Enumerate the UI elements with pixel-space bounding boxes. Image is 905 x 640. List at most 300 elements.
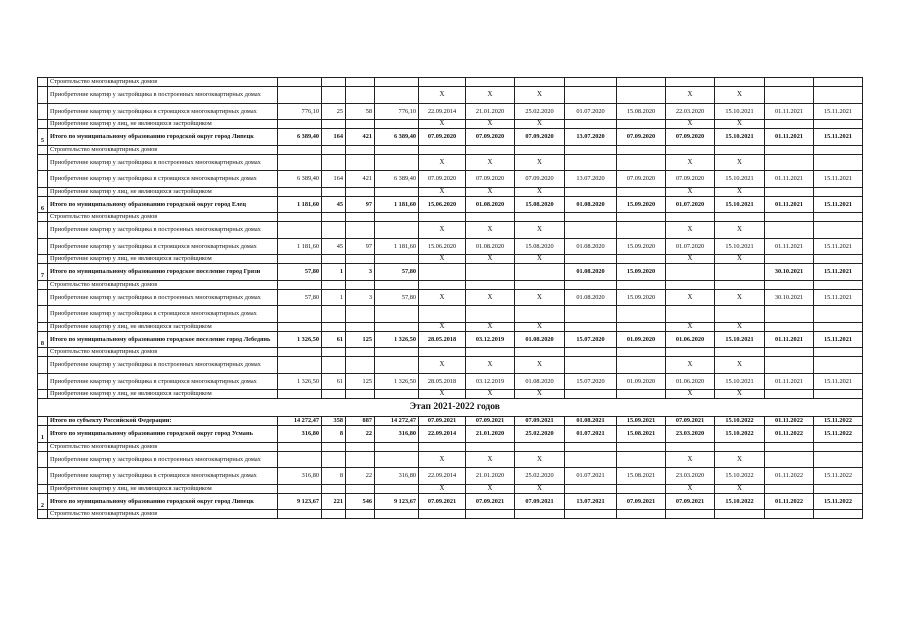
row-name: Приобретение квартир у застройщика в построенных многоквартирных домах	[48, 289, 278, 306]
row-name: Приобретение квартир у лиц, не являющихся застройщиком	[48, 484, 278, 493]
table-cell	[346, 78, 375, 87]
table-cell	[765, 348, 814, 357]
table-cell: 15.11.2021	[814, 264, 863, 281]
table-cell: 221	[322, 493, 346, 510]
table-cell: 13.07.2020	[565, 129, 617, 146]
table-cell	[322, 222, 346, 239]
table-cell: 1	[322, 289, 346, 306]
table-cell: 01.08.2020	[565, 196, 617, 213]
table-cell: 1 326,50	[375, 331, 419, 348]
table-cell	[565, 154, 617, 171]
table-cell: 15.08.2020	[617, 103, 666, 120]
table-cell: 358	[322, 417, 346, 426]
table-cell: 01.08.2020	[515, 373, 565, 390]
table-cell	[617, 154, 666, 171]
table-cell	[466, 442, 515, 451]
table-cell: X	[466, 87, 515, 104]
table-cell: 15.07.2020	[565, 331, 617, 348]
table-body-stage-2020	[38, 78, 863, 399]
table-cell: 6 389,40	[278, 171, 322, 188]
table-cell	[375, 390, 419, 399]
table-cell: 14 272,47	[278, 417, 322, 426]
table-cell: 1 181,60	[375, 196, 419, 213]
table-cell	[814, 87, 863, 104]
table-cell: X	[666, 289, 715, 306]
table-cell	[617, 255, 666, 264]
table-cell	[466, 348, 515, 357]
table-cell: X	[515, 255, 565, 264]
table-cell: 316,80	[278, 426, 322, 443]
table-cell	[322, 87, 346, 104]
table-cell	[375, 322, 419, 331]
table-cell	[466, 280, 515, 289]
table-cell: X	[515, 154, 565, 171]
table-cell	[375, 87, 419, 104]
row-name: Итого по муниципальному образованию городской округ город Липецк	[48, 129, 278, 146]
row-number	[38, 348, 48, 357]
row-name: Строительство многоквартирных домов	[48, 78, 278, 87]
row-name: Строительство многоквартирных домов	[48, 442, 278, 451]
table-cell: 30.10.2021	[765, 264, 814, 281]
table-cell: 15.10.2022	[715, 417, 765, 426]
table-cell: 15.10.2021	[715, 238, 765, 255]
table-cell	[346, 154, 375, 171]
table-cell: X	[715, 322, 765, 331]
table-cell: 61	[322, 373, 346, 390]
table-cell	[715, 213, 765, 222]
table-cell	[322, 390, 346, 399]
table-cell	[765, 213, 814, 222]
table-cell	[375, 348, 419, 357]
table-cell	[666, 78, 715, 87]
table-cell: 01.11.2022	[765, 417, 814, 426]
table-cell	[515, 442, 565, 451]
table-cell: 15.11.2021	[814, 331, 863, 348]
table-cell: X	[666, 120, 715, 129]
row-number	[38, 255, 48, 264]
row-number	[38, 145, 48, 154]
row-name: Приобретение квартир у застройщика в строящихся многоквартирных домах	[48, 171, 278, 188]
row-number	[38, 154, 48, 171]
table-cell: 01.11.2022	[765, 468, 814, 485]
table-cell	[375, 357, 419, 374]
table-cell: 15.11.2022	[814, 468, 863, 485]
table-cell: 01.08.2020	[515, 331, 565, 348]
row-number	[38, 87, 48, 104]
table-cell	[765, 306, 814, 323]
table-cell	[278, 78, 322, 87]
table-cell	[419, 264, 466, 281]
table-cell	[666, 145, 715, 154]
table-cell: 01.11.2021	[765, 238, 814, 255]
table-cell	[375, 187, 419, 196]
table-cell	[565, 510, 617, 519]
table-cell: X	[715, 390, 765, 399]
table-row	[38, 213, 863, 222]
table-cell	[565, 484, 617, 493]
table-cell	[617, 442, 666, 451]
table-cell: 15.11.2021	[814, 129, 863, 146]
table-row	[38, 103, 863, 120]
table-cell	[419, 348, 466, 357]
table-cell	[565, 442, 617, 451]
table-cell	[814, 306, 863, 323]
table-cell	[375, 280, 419, 289]
table-cell: 316,80	[375, 426, 419, 443]
table-row	[38, 238, 863, 255]
table-cell	[278, 280, 322, 289]
table-cell: 45	[322, 196, 346, 213]
table-cell: 07.09.2021	[515, 417, 565, 426]
table-cell: 01.11.2021	[765, 129, 814, 146]
table-cell	[565, 357, 617, 374]
row-number	[38, 171, 48, 188]
table-cell	[419, 213, 466, 222]
table-cell	[765, 390, 814, 399]
table-cell	[814, 213, 863, 222]
table-cell	[565, 145, 617, 154]
table-cell: X	[419, 187, 466, 196]
table-cell: 01.11.2022	[765, 493, 814, 510]
table-row	[38, 451, 863, 468]
table-cell	[814, 484, 863, 493]
table-row	[38, 171, 863, 188]
table-cell	[346, 280, 375, 289]
total-row	[38, 196, 863, 213]
total-row	[38, 493, 863, 510]
table-cell: 07.09.2021	[466, 493, 515, 510]
table-cell	[715, 306, 765, 323]
table-cell: X	[715, 255, 765, 264]
table-cell	[715, 348, 765, 357]
row-name: Итого по муниципальному образованию городской округ город Усмань	[48, 426, 278, 443]
table-cell	[617, 222, 666, 239]
table-cell: X	[666, 154, 715, 171]
table-cell: 15.11.2022	[814, 426, 863, 443]
table-cell: 15.09.2020	[617, 196, 666, 213]
table-cell: X	[419, 451, 466, 468]
table-cell	[375, 306, 419, 323]
table-cell	[322, 154, 346, 171]
table-cell	[765, 87, 814, 104]
row-name: Итого по муниципальному образованию городской округ город Липецк	[48, 493, 278, 510]
table-cell: X	[666, 222, 715, 239]
table-cell: 01.09.2020	[617, 373, 666, 390]
table-cell: X	[515, 322, 565, 331]
row-name: Приобретение квартир у застройщика в построенных многоквартирных домах	[48, 357, 278, 374]
table-cell: X	[419, 87, 466, 104]
table-cell: 1 326,50	[278, 373, 322, 390]
table-cell	[765, 78, 814, 87]
table-cell: 07.09.2020	[419, 171, 466, 188]
table-cell: 01.09.2020	[617, 331, 666, 348]
table-cell: 57,80	[278, 264, 322, 281]
table-cell: 07.09.2021	[666, 493, 715, 510]
table-cell: 15.11.2021	[814, 373, 863, 390]
row-number	[38, 238, 48, 255]
table-cell: X	[666, 187, 715, 196]
table-cell	[715, 145, 765, 154]
table-cell	[617, 451, 666, 468]
row-name: Приобретение квартир у лиц, не являющихся застройщиком	[48, 390, 278, 399]
table-cell: 01.06.2020	[666, 373, 715, 390]
table-cell: 887	[346, 417, 375, 426]
table-cell	[765, 120, 814, 129]
table-cell	[666, 213, 715, 222]
table-cell: X	[666, 390, 715, 399]
table-cell: X	[666, 484, 715, 493]
table-cell	[515, 280, 565, 289]
table-cell: 15.10.2021	[715, 196, 765, 213]
table-cell	[322, 120, 346, 129]
table-cell	[765, 510, 814, 519]
table-cell	[617, 280, 666, 289]
table-cell: 07.09.2020	[466, 129, 515, 146]
table-row	[38, 373, 863, 390]
table-cell: 15.10.2021	[715, 103, 765, 120]
table-row	[38, 145, 863, 154]
row-number: 6	[38, 196, 48, 213]
table-cell: 3	[346, 264, 375, 281]
row-number	[38, 280, 48, 289]
table-cell: 15.11.2021	[814, 103, 863, 120]
table-cell	[375, 222, 419, 239]
table-cell: X	[466, 222, 515, 239]
table-cell	[515, 510, 565, 519]
table-cell: 57,80	[375, 289, 419, 306]
table-cell: 15.11.2021	[814, 289, 863, 306]
table-cell	[617, 484, 666, 493]
table-cell: X	[419, 322, 466, 331]
total-row	[38, 417, 863, 426]
table-cell: 6 389,40	[375, 129, 419, 146]
table-cell: X	[515, 451, 565, 468]
table-cell	[466, 213, 515, 222]
table-row	[38, 322, 863, 331]
table-cell: X	[466, 357, 515, 374]
table-cell	[346, 357, 375, 374]
table-cell: 9 123,67	[278, 493, 322, 510]
table-cell: 22	[346, 426, 375, 443]
table-cell	[278, 322, 322, 331]
table-cell: X	[419, 255, 466, 264]
table-cell: 23.03.2020	[666, 468, 715, 485]
table-cell	[715, 280, 765, 289]
table-cell: 21.01.2020	[466, 426, 515, 443]
table-cell: 07.09.2021	[617, 493, 666, 510]
table-cell	[375, 442, 419, 451]
table-cell	[515, 348, 565, 357]
stage-row	[38, 399, 863, 417]
row-number	[38, 213, 48, 222]
table-cell: 07.09.2020	[617, 171, 666, 188]
table-cell	[466, 264, 515, 281]
table-row	[38, 390, 863, 399]
table-cell: 15.09.2021	[617, 417, 666, 426]
table-cell: 15.10.2022	[715, 493, 765, 510]
row-name: Приобретение квартир у застройщика в построенных многоквартирных домах	[48, 222, 278, 239]
table-cell: 1	[322, 264, 346, 281]
table-cell: 15.10.2021	[715, 373, 765, 390]
table-cell	[715, 264, 765, 281]
table-cell: X	[715, 120, 765, 129]
row-name: Приобретение квартир у застройщика в построенных многоквартирных домах	[48, 451, 278, 468]
table-row	[38, 255, 863, 264]
table-cell: 25.02.2020	[515, 103, 565, 120]
table-cell: 25	[322, 103, 346, 120]
table-cell: X	[515, 187, 565, 196]
table-cell	[322, 357, 346, 374]
table-cell: 01.11.2021	[765, 373, 814, 390]
table-cell: X	[466, 451, 515, 468]
table-cell	[565, 120, 617, 129]
table-cell: X	[515, 222, 565, 239]
table-row	[38, 78, 863, 87]
row-name: Приобретение квартир у застройщика в строящихся многоквартирных домах	[48, 468, 278, 485]
table-cell	[814, 222, 863, 239]
row-name: Приобретение квартир у лиц, не являющихся застройщиком	[48, 255, 278, 264]
table-cell	[466, 145, 515, 154]
table-cell	[346, 442, 375, 451]
table-cell: 57,80	[278, 289, 322, 306]
table-cell	[278, 145, 322, 154]
row-number	[38, 187, 48, 196]
table-cell	[515, 213, 565, 222]
table-cell	[565, 306, 617, 323]
table-cell: 164	[322, 129, 346, 146]
table-cell	[715, 442, 765, 451]
table-cell	[322, 213, 346, 222]
table-cell	[346, 322, 375, 331]
row-name: Приобретение квартир у застройщика в построенных многоквартирных домах	[48, 87, 278, 104]
table-cell	[322, 306, 346, 323]
table-row	[38, 357, 863, 374]
row-number	[38, 451, 48, 468]
table-cell: 15.09.2020	[617, 289, 666, 306]
table-cell: X	[666, 451, 715, 468]
row-name: Приобретение квартир у застройщика в строящихся многоквартирных домах	[48, 238, 278, 255]
table-cell: X	[715, 451, 765, 468]
table-cell	[346, 187, 375, 196]
row-number	[38, 120, 48, 129]
row-number	[38, 222, 48, 239]
stage-title: Этап 2021-2022 годов	[48, 399, 863, 417]
table-cell	[617, 322, 666, 331]
table-cell: X	[715, 87, 765, 104]
row-name: Итого по муниципальному образованию городской округ город Елец	[48, 196, 278, 213]
row-name: Приобретение квартир у лиц, не являющихся застройщиком	[48, 187, 278, 196]
row-number: 2	[38, 493, 48, 510]
table-cell	[515, 145, 565, 154]
table-row	[38, 87, 863, 104]
table-cell: 61	[322, 331, 346, 348]
table-cell: 22.09.2014	[419, 103, 466, 120]
table-cell: 15.08.2021	[617, 468, 666, 485]
row-name: Приобретение квартир у застройщика в строящихся многоквартирных домах	[48, 103, 278, 120]
table-row	[38, 289, 863, 306]
table-cell	[278, 357, 322, 374]
table-body-stage-2021	[38, 417, 863, 519]
row-number	[38, 417, 48, 426]
table-cell	[278, 442, 322, 451]
table-cell: 1 326,50	[375, 373, 419, 390]
table-cell	[419, 78, 466, 87]
table-cell: 01.07.2020	[666, 238, 715, 255]
table-cell: X	[666, 255, 715, 264]
table-cell	[278, 213, 322, 222]
table-cell: 14 272,47	[375, 417, 419, 426]
table-cell: 1 326,50	[278, 331, 322, 348]
table-cell	[322, 78, 346, 87]
table-cell: 07.09.2020	[466, 171, 515, 188]
table-cell	[515, 306, 565, 323]
table-cell	[565, 280, 617, 289]
table-cell	[715, 78, 765, 87]
table-row	[38, 484, 863, 493]
table-cell: 15.08.2020	[515, 196, 565, 213]
table-cell: X	[666, 87, 715, 104]
table-cell	[666, 348, 715, 357]
table-cell	[375, 510, 419, 519]
table-cell	[375, 451, 419, 468]
table-cell	[346, 222, 375, 239]
document-sheet	[37, 77, 862, 519]
row-number	[38, 373, 48, 390]
table-cell	[322, 187, 346, 196]
schedule-table	[37, 77, 863, 519]
table-cell	[814, 145, 863, 154]
table-cell: 15.11.2021	[814, 238, 863, 255]
table-cell	[346, 145, 375, 154]
table-cell: 125	[346, 373, 375, 390]
table-cell: X	[419, 222, 466, 239]
table-cell: X	[466, 120, 515, 129]
table-cell	[617, 510, 666, 519]
table-cell: X	[466, 187, 515, 196]
table-cell: 01.11.2021	[765, 103, 814, 120]
table-cell	[814, 280, 863, 289]
table-cell: 07.09.2020	[666, 171, 715, 188]
row-name: Строительство многоквартирных домов	[48, 280, 278, 289]
table-row	[38, 154, 863, 171]
table-cell: 22.09.2014	[419, 468, 466, 485]
table-cell	[466, 78, 515, 87]
table-row	[38, 187, 863, 196]
table-row	[38, 280, 863, 289]
table-cell	[278, 484, 322, 493]
table-cell	[322, 484, 346, 493]
row-name: Строительство многоквартирных домов	[48, 213, 278, 222]
table-cell: X	[466, 289, 515, 306]
table-cell	[565, 322, 617, 331]
table-cell	[715, 510, 765, 519]
table-cell: 07.09.2020	[617, 129, 666, 146]
table-cell: 546	[346, 493, 375, 510]
table-cell: X	[715, 357, 765, 374]
table-cell: 25.02.2020	[515, 468, 565, 485]
table-cell	[814, 390, 863, 399]
table-cell: X	[515, 357, 565, 374]
table-cell: 07.09.2021	[419, 493, 466, 510]
table-cell: X	[715, 187, 765, 196]
table-cell	[814, 510, 863, 519]
row-number: 8	[38, 331, 48, 348]
table-cell	[617, 213, 666, 222]
table-row	[38, 348, 863, 357]
table-cell	[765, 322, 814, 331]
row-number	[38, 289, 48, 306]
row-number	[38, 468, 48, 485]
